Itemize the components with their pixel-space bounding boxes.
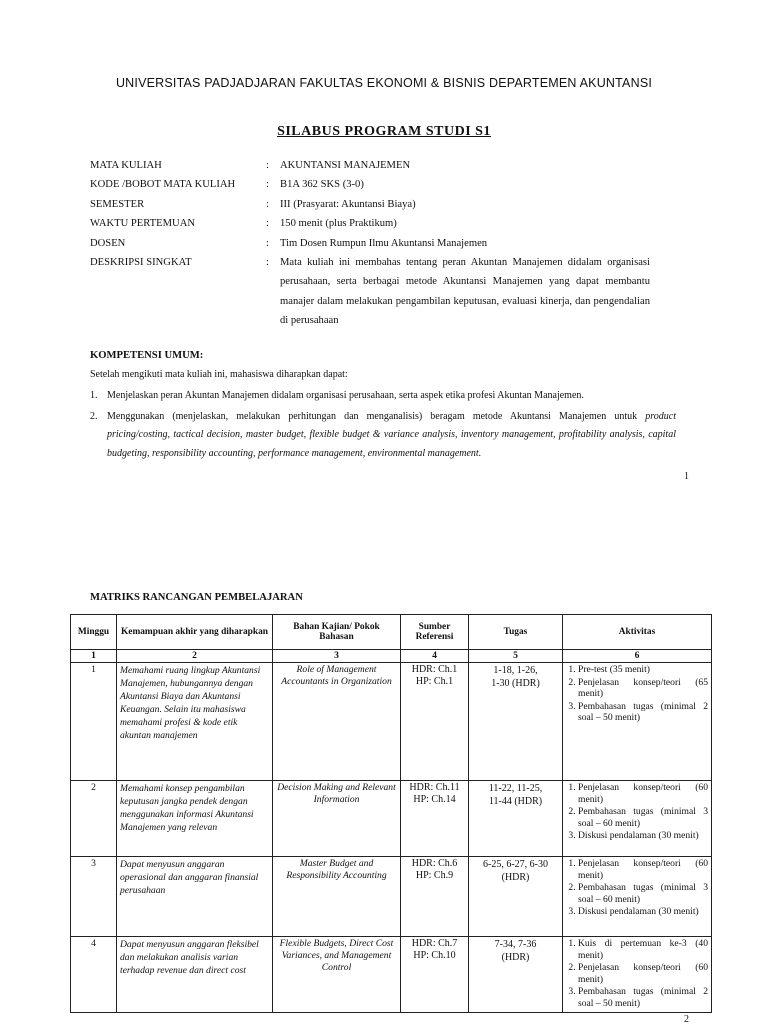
reference-cell	[401, 781, 469, 857]
reference-cell	[401, 937, 469, 1013]
table-row	[71, 857, 712, 937]
info-label: KODE /BOBOT MATA KULIAH	[90, 179, 236, 191]
list-text-italic: product pricing/costing, tactical decision, master budget, flexible budget & variance analysis, inventory management, profitability analysis, capital budgeting, responsibility accounting, performance management, environmental management.	[107, 410, 676, 459]
activity-item: 1. Pre-test (35 menit)	[578, 664, 708, 676]
activity-item: 1. Kuis di pertemuan ke-3 (40 menit)	[578, 938, 708, 961]
info-label: DOSEN	[90, 237, 126, 249]
table-row	[71, 781, 712, 857]
column-number: 3	[273, 650, 401, 663]
info-label: MATA KULIAH	[90, 160, 162, 171]
list-number: 2.	[90, 410, 98, 422]
reference-line: HP: Ch.10	[413, 950, 456, 961]
activity-cell	[563, 937, 712, 1013]
list-text	[107, 408, 676, 464]
info-row-waktu: WAKTU PERTEMUAN : 150 menit (plus Praktikum)	[90, 214, 650, 233]
activity-item: 2. Penjelasan konsep/teori (65 menit)	[578, 677, 708, 700]
activity-item: 3. Pembahasan tugas (minimal 2 soal – 50 menit)	[578, 701, 708, 724]
list-item	[90, 387, 676, 406]
topic-cell: Master Budget and Responsibility Accounting	[273, 857, 401, 937]
topic-cell: Role of Management Accountants in Organization	[273, 663, 401, 781]
table-row	[71, 937, 712, 1013]
capability-cell: Dapat menyusun anggaran operasional dan anggaran finansial perusahaan	[117, 857, 273, 937]
column-number: 1	[71, 650, 117, 663]
activity-item: 1. Penjelasan konsep/teori (60 menit)	[578, 858, 708, 881]
reference-line: HP: Ch.14	[413, 794, 456, 805]
week-cell: 4	[71, 937, 117, 1013]
kompetensi-list	[90, 387, 676, 465]
column-number: 6	[563, 650, 712, 663]
info-value: 150 menit (plus Praktikum)	[280, 218, 397, 230]
info-row-kode: KODE /BOBOT MATA KULIAH : B1A 362 SKS (3-0)	[90, 175, 650, 194]
capability-cell: Dapat menyusun anggaran fleksibel dan melakukan analisis varian terhadap revenue dan direct cost	[117, 937, 273, 1013]
header-bahan: Bahan Kajian/ Pokok Bahasan	[273, 615, 401, 650]
reference-line: HDR: Ch.7	[411, 938, 458, 949]
task-cell	[469, 857, 563, 937]
week-cell: 2	[71, 781, 117, 857]
table-row	[71, 663, 712, 781]
task-cell	[469, 937, 563, 1013]
activity-item: 3. Diskusi pendalaman (30 menit)	[578, 906, 708, 918]
list-item	[90, 408, 676, 464]
reference-cell	[401, 663, 469, 781]
activity-cell	[563, 663, 712, 781]
info-row-semester: SEMESTER : III (Prasyarat: Akuntansi Biaya)	[90, 195, 650, 214]
info-value: Tim Dosen Rumpun Ilmu Akuntansi Manajemen	[280, 237, 488, 249]
task-line: (HDR)	[501, 952, 530, 963]
topic-cell: Decision Making and Relevant Information	[273, 781, 401, 857]
page-number: 2	[684, 1014, 689, 1025]
reference-cell	[401, 857, 469, 937]
task-cell	[469, 781, 563, 857]
activity-item: 2. Penjelasan konsep/teori (60 menit)	[578, 962, 708, 985]
page-number: 1	[684, 471, 689, 482]
document-header: UNIVERSITAS PADJADJARAN FAKULTAS EKONOMI & BISNIS DEPARTEMEN AKUNTANSI	[115, 76, 653, 90]
table-header-row	[71, 615, 712, 650]
task-line: (HDR)	[501, 872, 530, 883]
info-value: III (Prasyarat: Akuntansi Biaya)	[280, 198, 416, 210]
week-cell: 1	[71, 663, 117, 781]
task-line: 1-30 (HDR)	[491, 678, 540, 689]
kompetensi-title: KOMPETENSI UMUM:	[90, 350, 204, 361]
info-row-dosen: DOSEN : Tim Dosen Rumpun Ilmu Akuntansi Manajemen	[90, 234, 650, 253]
info-value: AKUNTANSI MANAJEMEN	[280, 160, 411, 171]
topic-cell: Flexible Budgets, Direct Cost Variances, and Management Control	[273, 937, 401, 1013]
info-value: Mata kuliah ini membahas tentang peran Akuntan Manajemen didalam organisasi perusahaan, serta berbagai metode Akuntansi Manajemen yang dapat membantu manajer dalam melakukan pengambilan keputusan, evaluasi kinerja, dan pengendalian di perusahaan	[280, 257, 650, 327]
activity-item: 2. Pembahasan tugas (minimal 3 soal – 60 menit)	[578, 882, 708, 905]
activity-item: 3. Pembahasan tugas (minimal 2 soal – 50 menit)	[578, 986, 708, 1009]
list-text-plain: Menggunakan (menjelaskan, melakukan perhitungan dan menganalisis) beragam metode Akuntansi Manajemen untuk	[107, 410, 646, 422]
list-text: Menjelaskan peran Akuntan Manajemen didalam organisasi perusahaan, serta aspek etika profesi Akuntan Manajemen.	[107, 390, 584, 401]
task-line: 6-25, 6-27, 6-30	[483, 859, 548, 870]
column-number: 5	[469, 650, 563, 663]
activity-item: 3. Diskusi pendalaman (30 menit)	[578, 830, 708, 842]
task-line: 7-34, 7-36	[494, 939, 537, 950]
info-row-deskripsi: DESKRIPSI SINGKAT : Mata kuliah ini membahas tentang peran Akuntan Manajemen didalam organisasi perusahaan, serta berbagai metode Akuntansi Manajemen yang dapat membantu manajer dalam melakukan pengambilan keputusan, evaluasi kinerja, dan pengendalian di perusahaan	[90, 253, 650, 331]
column-number-row	[71, 650, 712, 663]
capability-cell: Memahami konsep pengambilan keputusan jangka pendek dengan menggunakan informasi Akuntansi Manajemen yang relevan	[117, 781, 273, 857]
info-label: WAKTU PERTEMUAN	[90, 218, 196, 230]
course-info	[90, 156, 650, 331]
info-row-mata-kuliah: MATA KULIAH : AKUNTANSI MANAJEMEN	[90, 156, 650, 175]
info-label: DESKRIPSI SINGKAT	[90, 257, 192, 269]
activity-cell	[563, 857, 712, 937]
task-line: 1-18, 1-26,	[493, 665, 538, 676]
column-number: 2	[117, 650, 273, 663]
kompetensi-intro: Setelah mengikuti mata kuliah ini, mahasiswa diharapkan dapat:	[90, 369, 348, 380]
learning-matrix-table	[70, 614, 712, 1013]
header-tugas: Tugas	[469, 615, 563, 650]
matriks-title: MATRIKS RANCANGAN PEMBELAJARAN	[90, 592, 303, 603]
column-number: 4	[401, 650, 469, 663]
reference-line: HDR: Ch.1	[411, 664, 458, 675]
week-cell: 3	[71, 857, 117, 937]
task-cell	[469, 663, 563, 781]
header-sumber: Sumber Referensi	[401, 615, 469, 650]
activity-item: 1. Penjelasan konsep/teori (60 menit)	[578, 782, 708, 805]
activity-item: 2. Pembahasan tugas (minimal 3 soal – 60 menit)	[578, 806, 708, 829]
task-line: 11-22, 11-25,	[488, 783, 543, 794]
reference-line: HP: Ch.9	[415, 870, 454, 881]
reference-line: HDR: Ch.6	[411, 858, 458, 869]
document-title: SILABUS PROGRAM STUDI S1	[277, 124, 491, 139]
header-kemampuan: Kemampuan akhir yang diharapkan	[117, 615, 273, 650]
list-number: 1.	[90, 390, 98, 401]
header-minggu: Minggu	[71, 615, 117, 650]
activity-cell	[563, 781, 712, 857]
header-aktivitas: Aktivitas	[563, 615, 712, 650]
info-value: B1A 362 SKS (3-0)	[280, 179, 364, 191]
capability-cell: Memahami ruang lingkup Akuntansi Manajemen, hubungannya dengan Akuntansi Biaya dan Akuntansi Keuangan. Selain itu mahasiswa memahami profesi & kode etik akuntan manajemen	[117, 663, 273, 781]
info-label: SEMESTER	[90, 198, 145, 210]
reference-line: HDR: Ch.11	[409, 782, 460, 793]
task-line: 11-44 (HDR)	[488, 796, 543, 807]
reference-line: HP: Ch.1	[415, 676, 454, 687]
